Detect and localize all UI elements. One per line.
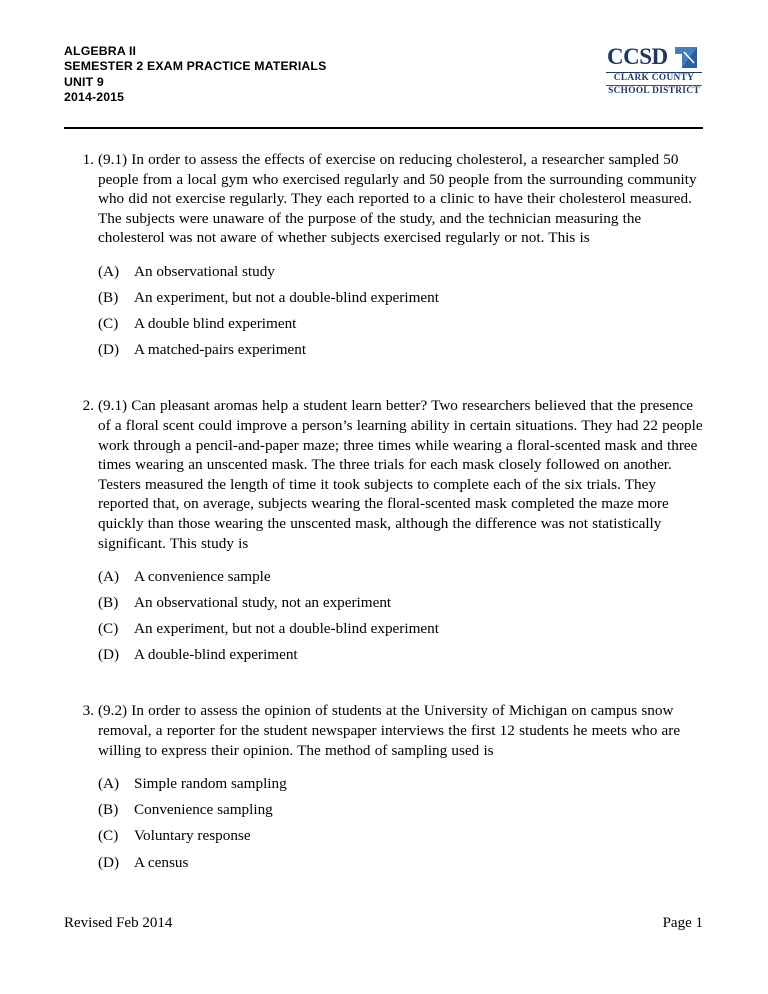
question-2 <box>64 396 704 665</box>
question-1-choice-c[interactable] <box>98 314 704 334</box>
choice-text: Convenience sampling <box>134 801 273 819</box>
footer-page-number: Page 1 <box>662 915 703 931</box>
questions-container <box>64 150 704 879</box>
choice-text: An observational study, not an experiment <box>134 594 392 612</box>
page-header <box>64 44 704 116</box>
question-1-choices <box>64 262 704 360</box>
choice-letter: (B) <box>98 289 119 307</box>
choice-letter: (A) <box>98 568 120 586</box>
question-2-choice-c[interactable] <box>98 619 704 639</box>
choice-letter: (D) <box>98 646 120 664</box>
choice-letter: (C) <box>98 620 119 638</box>
question-1-number: 1. <box>82 151 94 168</box>
footer-revised-date: Revised Feb 2014 <box>64 915 173 931</box>
choice-letter: (C) <box>98 827 119 845</box>
header-line-subject: ALGEBRA II <box>64 44 137 58</box>
question-3-choice-d[interactable] <box>98 853 704 873</box>
choice-text: Voluntary response <box>134 827 251 845</box>
question-3-body <box>64 701 704 760</box>
question-1-choice-d[interactable] <box>98 340 704 360</box>
question-3-choices <box>64 774 704 872</box>
nevada-state-shape-icon <box>675 47 697 68</box>
question-3-number: 3. <box>82 702 94 720</box>
ccsd-line-county: CLARK COUNTY <box>613 73 695 83</box>
ccsd-line-district: SCHOOL DISTRICT <box>608 85 700 96</box>
choice-text: Simple random sampling <box>134 775 287 793</box>
header-line-unit: UNIT 9 <box>64 74 104 89</box>
choice-letter: (A) <box>98 262 120 280</box>
logo-divider-mid <box>606 85 702 86</box>
question-2-choice-d[interactable] <box>98 645 704 665</box>
choice-letter: (C) <box>98 315 119 333</box>
question-2-body <box>64 396 704 553</box>
question-3-text: (9.2) In order to assess the opinion of students at the University of Michigan on campus snow removal, a reporter for the student newspaper interviews the first 12 students he meets who are willing to express their opinion. The method of sampling used is <box>98 702 681 759</box>
question-1 <box>64 150 704 360</box>
ccsd-acronym: CCSD <box>607 44 668 69</box>
choice-letter: (A) <box>98 775 120 793</box>
question-3-choice-b[interactable] <box>98 800 704 820</box>
ccsd-logo <box>604 45 704 99</box>
question-3-choice-c[interactable] <box>98 826 704 846</box>
question-1-choice-a[interactable] <box>98 262 704 282</box>
choice-text: An experiment, but not a double-blind experiment <box>134 620 439 638</box>
choice-text: A double blind experiment <box>134 315 297 333</box>
header-divider-rule <box>64 127 703 129</box>
header-title-block <box>64 44 326 106</box>
question-2-choice-b[interactable] <box>98 593 704 613</box>
choice-text: A convenience sample <box>134 568 271 586</box>
question-1-choice-b[interactable] <box>98 288 704 308</box>
choice-text: A double-blind experiment <box>134 646 298 664</box>
choice-letter: (D) <box>98 341 120 359</box>
question-2-choices <box>64 567 704 665</box>
ccsd-logo-mark <box>604 45 704 72</box>
choice-letter: (B) <box>98 594 119 612</box>
question-2-choice-a[interactable] <box>98 567 704 587</box>
choice-letter: (D) <box>98 853 120 871</box>
choice-text: A census <box>134 853 189 871</box>
question-2-text: (9.1) Can pleasant aromas help a student learn better? Two researchers believed that the presence of a floral scent could improve a person’s learning ability in certain situations. They had 22 people work through a pencil-and-paper maze; three times while wearing a floral-scented mask and three times wearing an unscented mask. The three trials for each mask closely followed on another. Testers measured the length of time it took subjects to complete each of the six trials. They reported that, on average, subjects wearing the floral-scented mask completed the maze more quickly than those wearing the unscented mask, although the difference was not statistically significant. This study is <box>98 397 703 552</box>
choice-text: An experiment, but not a double-blind experiment <box>134 289 439 307</box>
page-footer <box>64 913 704 933</box>
choice-letter: (B) <box>98 801 119 819</box>
choice-text: A matched-pairs experiment <box>134 341 307 359</box>
spacer-q1-q2 <box>64 366 704 396</box>
header-line-year: 2014-2015 <box>64 90 125 105</box>
question-1-text: (9.1) In order to assess the effects of exercise on reducing cholesterol, a researcher sampled 50 people from a local gym who exercised regularly and 50 people from the surrounding community who did not exercise regularly. They each reported to a clinic to have their cholesterol measured. The subjects were unaware of the purpose of the study, and the technician measuring the cholesterol was not aware of whether subjects exercised regularly or not. This is <box>98 151 697 247</box>
ccsd-logo-subtitle <box>604 72 704 97</box>
question-3-choice-a[interactable] <box>98 774 704 794</box>
choice-text: An observational study <box>134 262 275 280</box>
spacer-q2-q3 <box>64 671 704 701</box>
header-line-exam: SEMESTER 2 EXAM PRACTICE MATERIALS <box>64 59 327 74</box>
question-1-body <box>64 150 704 248</box>
question-3 <box>64 701 704 872</box>
question-2-number: 2. <box>82 397 94 415</box>
